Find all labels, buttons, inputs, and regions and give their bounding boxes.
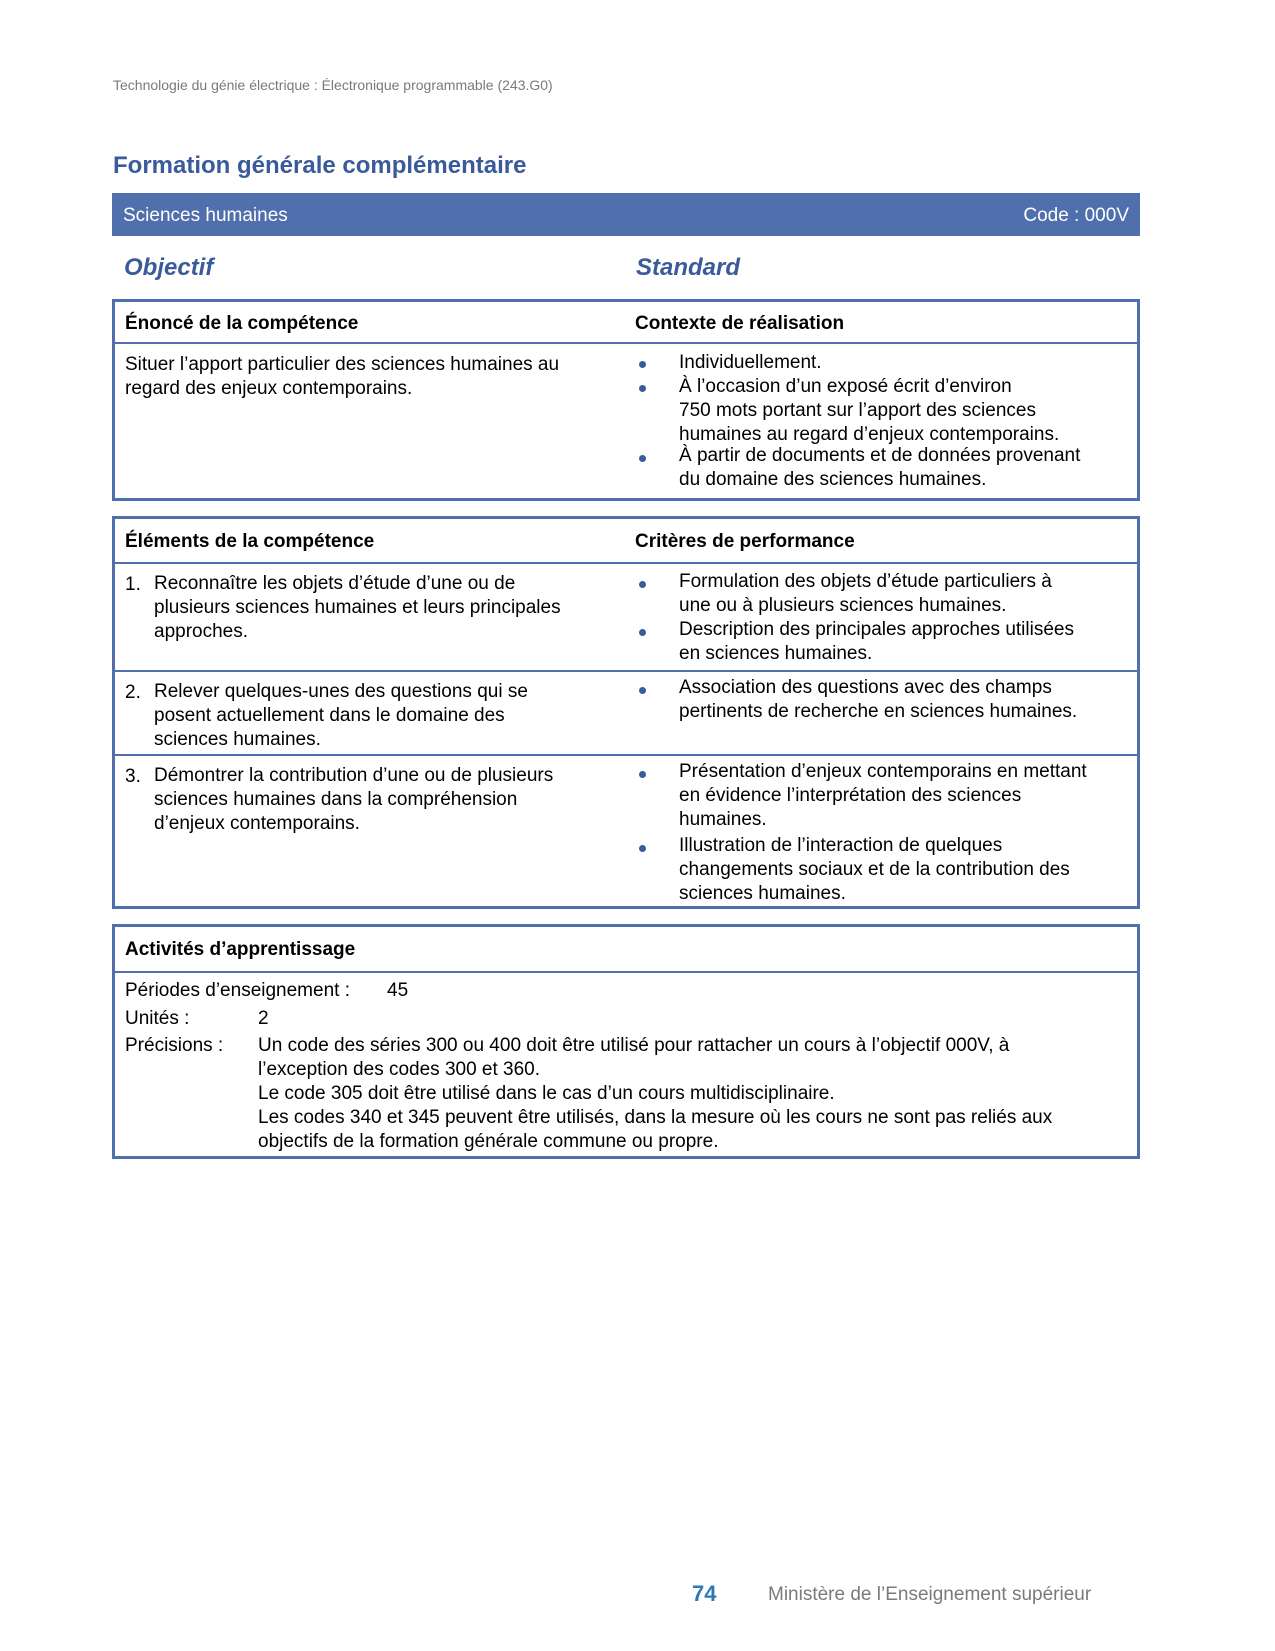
context-header: Contexte de réalisation xyxy=(635,313,845,334)
precisions-label: Précisions : xyxy=(125,1035,224,1056)
criterion-item: Description des principales approches utilisées en sciences humaines. xyxy=(679,619,1074,664)
activities-table xyxy=(112,924,1140,1159)
unites-label: Unités : xyxy=(125,1008,190,1029)
subject-name: Sciences humaines xyxy=(123,205,288,226)
criterion-item: Association des questions avec des champs pertinents de recherche en sciences humaines. xyxy=(679,677,1078,722)
context-item: À l’occasion d’un exposé écrit d’environ 750 mots portant sur l’apport des sciences humaines au regard d’enjeux contemporains. xyxy=(679,376,1060,445)
page-number: 74 xyxy=(692,1581,717,1606)
row-divider xyxy=(115,670,1137,672)
bullet-icon xyxy=(639,845,646,852)
criterion-item: Présentation d’enjeux contemporains en mettant en évidence l’interprétation des sciences humaines. xyxy=(679,761,1087,830)
running-header: Technologie du génie électrique : Électronique programmable (243.G0) xyxy=(113,77,553,93)
elements-table xyxy=(112,516,1140,909)
periodes-label: Périodes d’enseignement : xyxy=(125,980,350,1001)
criterion-item: Formulation des objets d’étude particuliers à une ou à plusieurs sciences humaines. xyxy=(679,571,1052,616)
precisions-text: Un code des séries 300 ou 400 doit être utilisé pour rattacher un cours à l’objectif 000V, à l’exception des codes 300 et 360. Le code 305 doit être utilisé dans le cas d’un cours multidisciplinaire. Les codes 340 et 345 peuvent être utilisés, dans la mesure où les cours ne sont pas reliés aux objectifs de la formation générale commune ou propre. xyxy=(258,1035,1053,1152)
periodes-value: 45 xyxy=(387,980,409,1001)
context-item: Individuellement. xyxy=(679,352,822,373)
section-title: Formation générale complémentaire xyxy=(113,152,527,179)
element-number: 3. xyxy=(125,766,141,787)
subject-code: Code : 000V xyxy=(1023,205,1129,226)
competence-table xyxy=(112,299,1140,501)
bullet-icon xyxy=(639,361,646,368)
element-text: Démontrer la contribution d’une ou de plusieurs sciences humaines dans la compréhension d’enjeux contemporains. xyxy=(154,765,554,834)
bullet-icon xyxy=(639,687,646,694)
competence-header: Énoncé de la compétence xyxy=(125,313,359,334)
bullet-icon xyxy=(639,629,646,636)
unites-value: 2 xyxy=(258,1008,269,1029)
element-number: 2. xyxy=(125,682,141,703)
element-number: 1. xyxy=(125,574,141,595)
bullet-icon xyxy=(639,385,646,392)
objectif-label: Objectif xyxy=(124,254,214,281)
subject-band xyxy=(112,193,1140,236)
footer-ministry: Ministère de l’Enseignement supérieur xyxy=(768,1584,1092,1605)
standard-label: Standard xyxy=(636,254,741,281)
criteria-header: Critères de performance xyxy=(635,531,855,552)
context-item: À partir de documents et de données provenant du domaine des sciences humaines. xyxy=(679,445,1081,490)
competence-statement: Situer l’apport particulier des sciences humaines au regard des enjeux contemporains. xyxy=(125,354,560,399)
bullet-icon xyxy=(639,581,646,588)
bullet-icon xyxy=(639,771,646,778)
bullet-icon xyxy=(639,455,646,462)
element-text: Reconnaître les objets d’étude d’une ou de plusieurs sciences humaines et leurs principales approches. xyxy=(154,573,561,642)
row-divider xyxy=(115,754,1137,756)
elements-header: Éléments de la compétence xyxy=(125,531,375,552)
activities-header: Activités d’apprentissage xyxy=(125,939,356,960)
criterion-item: Illustration de l’interaction de quelques changements sociaux et de la contribution des sciences humaines. xyxy=(679,835,1070,904)
element-text: Relever quelques-unes des questions qui se posent actuellement dans le domaine des sciences humaines. xyxy=(154,681,528,750)
